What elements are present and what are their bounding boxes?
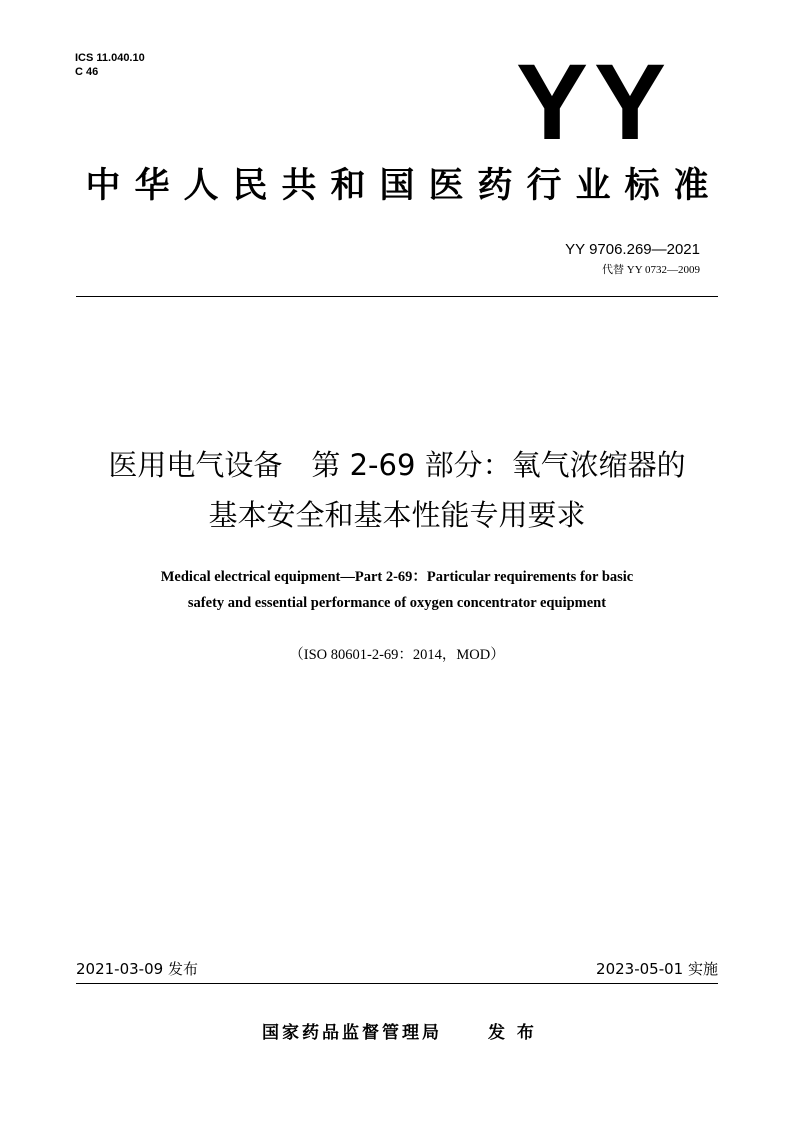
ics-code: ICS 11.040.10 <box>75 52 145 64</box>
english-title-line-2: safety and essential performance of oxygen concentrator equipment <box>187 595 607 611</box>
issuer-action: 发 布 <box>488 1023 537 1043</box>
issuer-name: 国家药品监督管理局 <box>262 1023 442 1043</box>
chinese-title-line-2: 基本安全和基本性能专用要求 <box>208 498 586 532</box>
publish-date: 2021-03-09 发布 <box>76 960 198 978</box>
footer-divider <box>76 983 718 984</box>
yy-logo: YY <box>516 41 673 162</box>
standard-number: YY 9706.269—2021 <box>565 241 700 258</box>
header-divider <box>76 296 718 297</box>
standard-category-heading: 中华人民共和国医药行业标准 <box>85 166 723 206</box>
implement-date: 2023-05-01 实施 <box>596 960 718 978</box>
ccs-code: C 46 <box>75 66 99 78</box>
chinese-title-line-1: 医用电气设备 第 2-69 部分：氧气浓缩器的 <box>108 448 686 482</box>
english-title-line-1: Medical electrical equipment—Part 2-69：Particular requirements for basic <box>160 569 634 585</box>
adoption-reference: （ISO 80601-2-69：2014，MOD） <box>289 647 505 663</box>
replaces-standard: 代替 YY 0732—2009 <box>602 264 700 276</box>
